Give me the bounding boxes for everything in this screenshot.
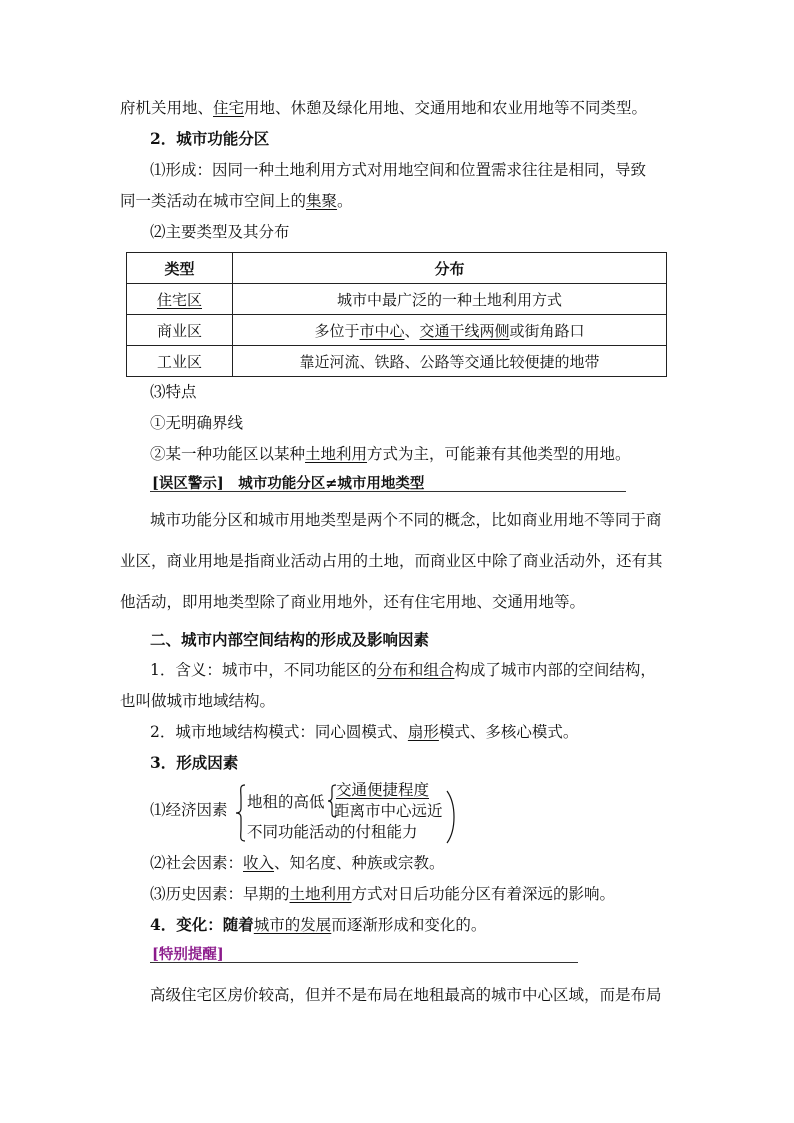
- list-item: ②某一种功能区以某种土地利用方式为主，可能兼有其他类型的用地。: [150, 445, 631, 463]
- factor-label: ⑴经济因素: [150, 801, 228, 819]
- paragraph-line: 府机关用地、住宅用地、休憩及绿化用地、交通用地和农业用地等不同类型。: [120, 99, 648, 117]
- paragraph-line: 4．变化：随着城市的发展而逐渐形成和变化的。: [150, 915, 487, 934]
- underlined-term: 扇形: [407, 723, 439, 741]
- underlined-term: 住宅: [213, 99, 245, 117]
- column-header: 分布: [233, 253, 667, 284]
- warning-label: [误区警示] 城市功能分区≠城市用地类型: [152, 475, 425, 492]
- left-brace-icon: [235, 784, 247, 842]
- paragraph-line: 城市功能分区和城市用地类型是两个不同的概念，比如商业用地不等同于商: [150, 511, 662, 529]
- table-cell: 多位于市中心、交通干线两侧或街角路口: [233, 315, 667, 346]
- table-row: [127, 284, 667, 315]
- tip-underline: [150, 962, 578, 963]
- factor-bid-rent: 不同功能活动的付租能力: [247, 823, 418, 841]
- underlined-term: 分布和组合: [376, 661, 455, 679]
- list-item: ①无明确界线: [150, 414, 244, 432]
- table-cell: 住宅区: [127, 284, 233, 315]
- subheading: ⑵主要类型及其分布: [150, 223, 290, 241]
- subheading: ⑶特点: [150, 383, 197, 401]
- table-row: [127, 315, 667, 346]
- underlined-term: 土地利用: [289, 885, 352, 903]
- paragraph-line: 业区，商业用地是指商业活动占用的土地，而商业区中除了商业活动外，还有其: [120, 552, 663, 570]
- paragraph-line: 2．城市地域结构模式：同心圆模式、扇形模式、多核心模式。: [150, 723, 579, 741]
- paragraph-line: 他活动，即用地类型除了商业用地外，还有住宅用地、交通用地等。: [120, 593, 586, 611]
- paragraph-line: 也叫做城市地域结构。: [120, 692, 276, 710]
- paragraph-line: 高级住宅区房价较高，但并不是布局在地租最高的城市中心区域，而是布局: [150, 986, 662, 1004]
- table-cell: 城市中最广泛的一种土地利用方式: [233, 284, 667, 315]
- column-header: 类型: [127, 253, 233, 284]
- paragraph-line: 1．含义：城市中，不同功能区的分布和组合构成了城市内部的空间结构，: [150, 661, 656, 679]
- underlined-term: 收入: [243, 854, 275, 872]
- table-cell: 靠近河流、铁路、公路等交通比较便捷的地带: [233, 346, 667, 377]
- subheading: 3．形成因素: [150, 753, 239, 772]
- tip-label: [特别提醒]: [152, 946, 224, 963]
- table-row: [127, 346, 667, 377]
- table-header-row: [127, 253, 667, 284]
- paragraph-line: ⑶历史因素：早期的土地利用方式对日后功能分区有着深远的影响。: [150, 885, 616, 903]
- paragraph-line: 同一类活动在城市空间上的集聚。: [120, 192, 353, 210]
- warning-underline: [150, 491, 626, 492]
- function-zone-table: [126, 252, 667, 377]
- underlined-term: 土地利用: [305, 445, 368, 463]
- factor-transport: 交通便捷程度: [336, 781, 430, 799]
- factor-rent: 地租的高低: [247, 793, 325, 811]
- underlined-term: 集聚: [306, 192, 338, 210]
- table-cell: 商业区: [127, 315, 233, 346]
- paragraph-line: ⑵社会因素：收入、知名度、种族或宗教。: [150, 854, 445, 872]
- section-heading: 二、城市内部空间结构的形成及影响因素: [150, 630, 430, 649]
- right-brace-icon: [446, 790, 456, 844]
- section-heading: 2．城市功能分区: [150, 129, 270, 148]
- factor-distance: 距离市中心远近: [334, 802, 443, 820]
- underlined-term: 城市的发展: [253, 916, 332, 934]
- table-cell: 工业区: [127, 346, 233, 377]
- paragraph-line: ⑴形成：因同一种土地利用方式对用地空间和位置需求往往是相同，导致: [150, 161, 647, 179]
